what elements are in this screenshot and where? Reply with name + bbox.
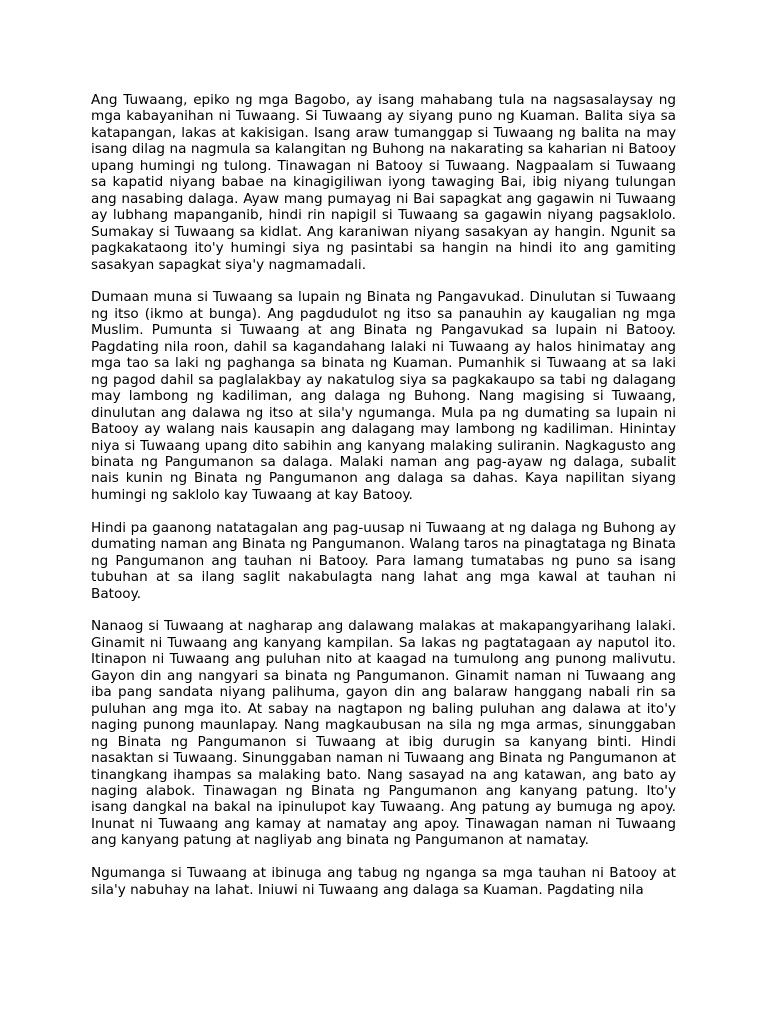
document-page bbox=[91, 92, 676, 1024]
paragraph-2: Dumaan muna si Tuwaang sa lupain ng Binata ng Pangavukad. Dinulutan si Tuwaang ng itso (ikmo at bunga). Ang pagdudulot ng itso sa panauhin ay kaugalian ng mga Muslim. Pumunta si Tuwaang at ang Binata ng Pangavukad sa lupain ni Batooy. Pagdating nila roon, dahil sa kagandahang lalaki ni Tuwaang ay halos hinimatay ang mga tao sa laki ng paghanga sa binata ng Kuaman. Pumanhik si Tuwaang at sa laki ng pagod dahil sa paglalakbay ay nakatulog siya sa pagkakaupo sa tabi ng dalagang may lambong ng kadiliman, ang dalaga ng Buhong. Nang magising si Tuwaang, dinulutan ang dalawa ng itso at sila'y ngumanga. Mula pa ng dumating sa lupain ni Batooy ay walang nais kausapin ang dalagang may lambong ng kadiliman. Hinintay niya si Tuwaang upang dito sabihin ang kanyang malaking suliranin. Nagkagusto ang binata ng Pangumanon sa dalaga. Malaki naman ang pag-ayaw ng dalaga, subalit nais kunin ng Binata ng Pangumanon ang dalaga sa dahas. Kaya napilitan siyang humingi ng saklolo kay Tuwaang at kay Batooy. bbox=[91, 289, 676, 503]
paragraph-4: Nanaog si Tuwaang at nagharap ang dalawang malakas at makapangyarihang lalaki. Ginamit ni Tuwaang ang kanyang kampilan. Sa lakas ng pagtatagaan ay naputol ito. Itinapon ni Tuwaang ang puluhan nito at kaagad na tumulong ang punong malivutu. Gayon din ang nangyari sa binata ng Pangumanon. Ginamit naman ni Tuwaang ang iba pang sandata niyang palihuma, gayon din ang balaraw hanggang nabali rin sa puluhan ang mga ito. At sabay na nagtapon ng baling puluhan ang dalawa at ito'y naging punong maunlapay. Nang magkaubusan na sila ng mga armas, sinunggaban ng Binata ng Pangumanon si Tuwaang at ibig durugin sa kanyang binti. Hindi nasaktan si Tuwaang. Sinunggaban naman ni Tuwaang ang Binata ng Pangumanon at tinangkang ihampas sa malaking bato. Nang sasayad na ang katawan, ang bato ay naging alabok. Tinawagan ng Binata ng Pangumanon ang kanyang patung. Ito'y isang dangkal na bakal na ipinulupot kay Tuwaang. Ang patung ay bumuga ng apoy. Inunat ni Tuwaang ang kamay at namatay ang apoy. Tinawagan naman ni Tuwaang ang kanyang patung at nagliyab ang binata ng Pangumanon at namatay. bbox=[91, 618, 676, 849]
paragraph-1: Ang Tuwaang, epiko ng mga Bagobo, ay isang mahabang tula na nagsasalaysay ng mga kabayanihan ni Tuwaang. Si Tuwaang ay siyang puno ng Kuaman. Balita siya sa katapangan, lakas at kakisigan. Isang araw tumanggap si Tuwaang ng balita na may isang dilag na nagmula sa kalangitan ng Buhong na nakarating sa kaharian ni Batooy upang humingi ng tulong. Tinawagan ni Batooy si Tuwaang. Nagpaalam si Tuwaang sa kapatid niyang babae na kinagigiliwan iyong tawaging Bai, ibig niyang tulungan ang nasabing dalaga. Ayaw mang pumayag ni Bai sapagkat ang gagawin ni Tuwaang ay lubhang mapanganib, hindi rin napigil si Tuwaang sa gagawin niyang pagsaklolo. Sumakay si Tuwaang sa kidlat. Ang karaniwan niyang sasakyan ay hangin. Ngunit sa pagkakataong ito'y humingi siya ng pasintabi sa hangin na hindi ito ang gamiting sasakyan sapagkat siya'y nagmamadali. bbox=[91, 92, 676, 273]
paragraph-5: Ngumanga si Tuwaang at ibinuga ang tabug ng nganga sa mga tauhan ni Batooy at sila'y nabuhay na lahat. Iniuwi ni Tuwaang ang dalaga sa Kuaman. Pagdating nila bbox=[91, 865, 676, 898]
paragraph-3: Hindi pa gaanong natatagalan ang pag-uusap ni Tuwaang at ng dalaga ng Buhong ay dumating naman ang Binata ng Pangumanon. Walang taros na pinagtataga ng Binata ng Pangumanon ang tauhan ni Batooy. Para lamang tumatabas ng puno sa isang tubuhan at sa ilang saglit nakabulagta nang lahat ang mga kawal at tauhan ni Batooy. bbox=[91, 519, 676, 602]
